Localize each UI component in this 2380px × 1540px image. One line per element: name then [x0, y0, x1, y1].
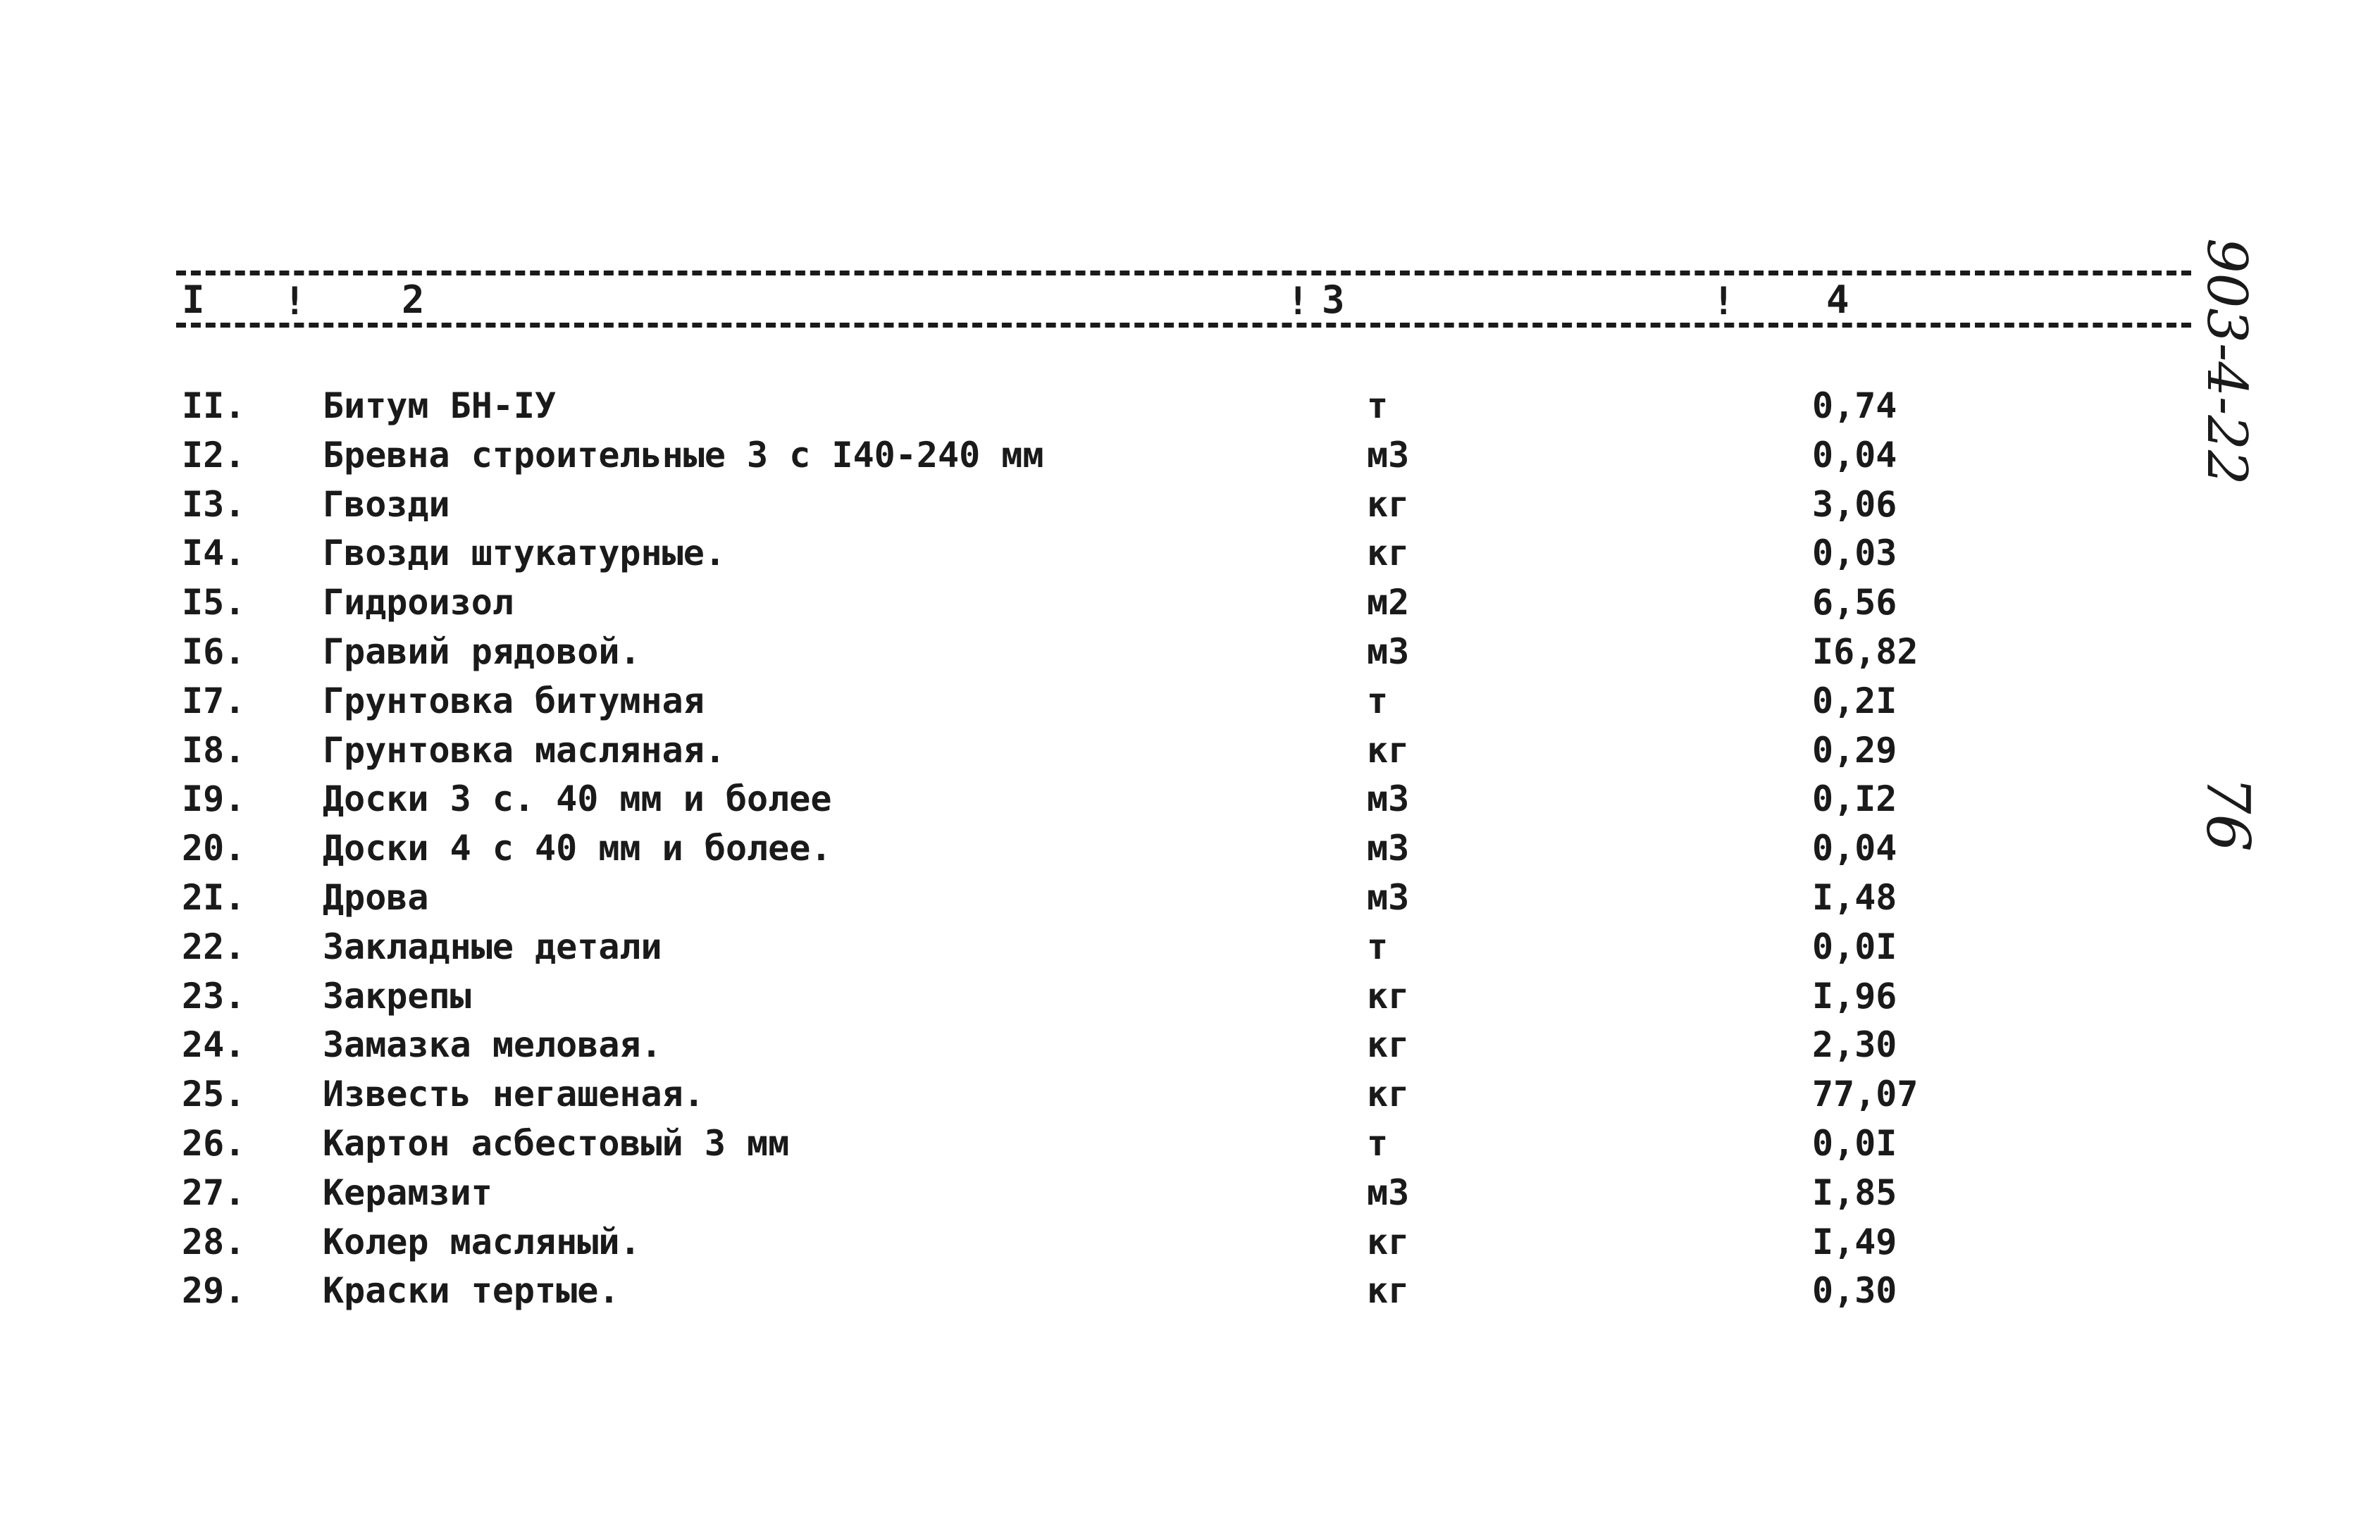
header-col-4: 4 — [1823, 279, 1852, 321]
row-number: 28. — [182, 1221, 246, 1262]
material-name: Краски тертые. — [323, 1270, 620, 1312]
material-name: Замазка меловая. — [323, 1024, 662, 1066]
material-name: Дрова — [323, 876, 429, 918]
header-col-2: 2 — [399, 279, 428, 321]
row-number: 22. — [182, 926, 246, 967]
unit: кг — [1367, 975, 1410, 1017]
table-row — [0, 385, 2380, 434]
table-row — [0, 1221, 2380, 1270]
unit: м3 — [1367, 778, 1410, 820]
row-number: 23. — [182, 975, 246, 1017]
header-col-1: I — [179, 279, 208, 321]
unit: м3 — [1367, 876, 1410, 918]
table-row — [0, 1172, 2380, 1221]
material-name: Керамзит — [323, 1172, 492, 1213]
document-code: 903-4-22 — [2195, 238, 2258, 485]
material-name: Колер масляный. — [323, 1221, 641, 1262]
row-number: I4. — [182, 533, 246, 574]
unit: кг — [1367, 1221, 1410, 1262]
table-row — [0, 483, 2380, 533]
materials-table — [0, 385, 2380, 1319]
row-number: I9. — [182, 778, 246, 820]
quantity: 0,I2 — [1812, 778, 1897, 820]
header-separator-1: ! — [283, 279, 306, 323]
quantity: I,96 — [1812, 975, 1897, 1017]
table-row — [0, 876, 2380, 926]
table-row — [0, 581, 2380, 631]
header-col-3: 3 — [1319, 279, 1348, 321]
material-name: Грунтовка масляная. — [323, 729, 726, 771]
quantity: 0,03 — [1812, 533, 1897, 574]
quantity: 0,0I — [1812, 1122, 1897, 1164]
unit: м2 — [1367, 582, 1410, 623]
material-name: Бревна строительные 3 с I40-240 мм — [323, 434, 1044, 476]
material-name: Гвозди — [323, 483, 450, 525]
header-rule-top — [176, 271, 2191, 275]
quantity: 0,04 — [1812, 434, 1897, 476]
quantity: 0,04 — [1812, 828, 1897, 869]
material-name: Картон асбестовый 3 мм — [323, 1122, 790, 1164]
row-number: 20. — [182, 828, 246, 869]
table-row — [0, 434, 2380, 483]
unit: кг — [1367, 1074, 1410, 1115]
quantity: 0,29 — [1812, 729, 1897, 771]
quantity: 2,30 — [1812, 1024, 1897, 1066]
quantity: 6,56 — [1812, 582, 1897, 623]
quantity: I,48 — [1812, 876, 1897, 918]
quantity: 0,0I — [1812, 926, 1897, 967]
row-number: II. — [182, 385, 246, 426]
quantity: 77,07 — [1812, 1074, 1919, 1115]
unit: м3 — [1367, 828, 1410, 869]
unit: кг — [1367, 1024, 1410, 1066]
table-row — [0, 680, 2380, 729]
unit: т — [1367, 680, 1389, 721]
material-name: Доски 3 с. 40 мм и более — [323, 778, 832, 820]
page-number: 76 — [2193, 776, 2262, 852]
row-number: I8. — [182, 729, 246, 771]
table-row — [0, 729, 2380, 778]
unit: м3 — [1367, 631, 1410, 672]
row-number: I5. — [182, 582, 246, 623]
row-number: I2. — [182, 434, 246, 476]
material-name: Доски 4 с 40 мм и более. — [323, 828, 832, 869]
quantity: 0,2I — [1812, 680, 1897, 721]
unit: м3 — [1367, 434, 1410, 476]
material-name: Закрепы — [323, 975, 471, 1017]
header-rule-bottom — [176, 323, 2191, 328]
table-row — [0, 926, 2380, 975]
row-number: I6. — [182, 631, 246, 672]
material-name: Известь негашеная. — [323, 1074, 705, 1115]
unit: м3 — [1367, 1172, 1410, 1213]
table-row — [0, 532, 2380, 581]
material-name: Гравий рядовой. — [323, 631, 641, 672]
table-row — [0, 827, 2380, 876]
quantity: 0,30 — [1812, 1270, 1897, 1312]
quantity: I,85 — [1812, 1172, 1897, 1213]
unit: кг — [1367, 1270, 1410, 1312]
material-name: Гвозди штукатурные. — [323, 533, 726, 574]
quantity: 0,74 — [1812, 385, 1897, 426]
quantity: I,49 — [1812, 1221, 1897, 1262]
table-row — [0, 631, 2380, 680]
table-row — [0, 975, 2380, 1024]
row-number: I7. — [182, 680, 246, 721]
unit: т — [1367, 385, 1389, 426]
row-number: 24. — [182, 1024, 246, 1066]
unit: кг — [1367, 729, 1410, 771]
header-separator-2: ! — [1287, 279, 1310, 323]
table-row — [0, 1122, 2380, 1172]
material-name: Гидроизол — [323, 582, 514, 623]
row-number: 29. — [182, 1270, 246, 1312]
row-number: 26. — [182, 1122, 246, 1164]
quantity: 3,06 — [1812, 483, 1897, 525]
header-separator-3: ! — [1712, 279, 1735, 323]
table-row — [0, 1269, 2380, 1319]
table-row — [0, 1073, 2380, 1122]
unit: т — [1367, 1122, 1389, 1164]
table-row — [0, 1024, 2380, 1073]
row-number: 2I. — [182, 876, 246, 918]
quantity: I6,82 — [1812, 631, 1919, 672]
table-row — [0, 778, 2380, 827]
unit: кг — [1367, 533, 1410, 574]
row-number: 27. — [182, 1172, 246, 1213]
material-name: Закладные детали — [323, 926, 662, 967]
row-number: 25. — [182, 1074, 246, 1115]
unit: кг — [1367, 483, 1410, 525]
unit: т — [1367, 926, 1389, 967]
material-name: Битум БН-IУ — [323, 385, 557, 426]
row-number: I3. — [182, 483, 246, 525]
material-name: Грунтовка битумная — [323, 680, 705, 721]
